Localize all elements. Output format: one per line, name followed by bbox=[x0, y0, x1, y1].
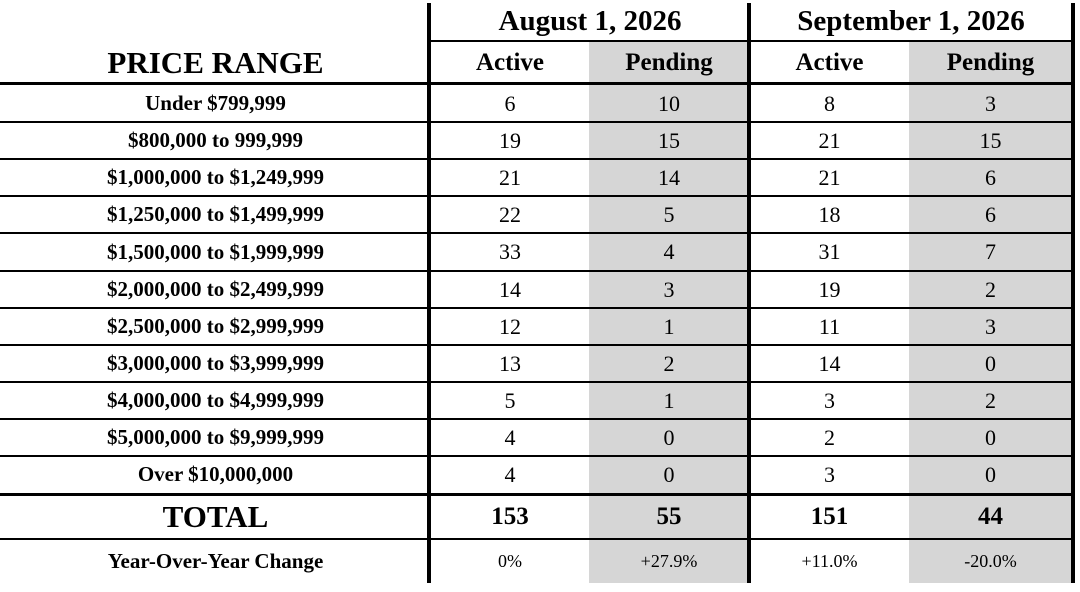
total-label: TOTAL bbox=[162, 499, 269, 534]
aug-pending-value: 3 bbox=[589, 271, 749, 308]
aug-pending-yoy: +27.9% bbox=[589, 540, 749, 583]
sep-active-header: Active bbox=[795, 49, 864, 76]
price-range-row-label: $3,000,000 to $3,999,999 bbox=[107, 351, 324, 375]
sep-active-value: 21 bbox=[818, 164, 841, 190]
row-divider bbox=[0, 344, 1075, 346]
row-divider bbox=[0, 158, 1075, 160]
aug-active-value: 5 bbox=[504, 387, 516, 413]
aug-active-total: 153 bbox=[491, 503, 529, 530]
sep-pending-value: 3 bbox=[909, 85, 1072, 122]
total-rule-bottom bbox=[0, 538, 1075, 540]
sep-active-value: 8 bbox=[824, 90, 835, 116]
aug-active-value: 6 bbox=[504, 90, 516, 116]
price-range-row-label: $2,500,000 to $2,999,999 bbox=[107, 314, 324, 338]
sep-active-value: 18 bbox=[818, 201, 841, 227]
sep-pending-header: Pending bbox=[909, 42, 1072, 84]
sep-pending-value: 6 bbox=[909, 159, 1072, 196]
period-header-august: August 1, 2026 bbox=[498, 4, 682, 37]
sep-active-value: 21 bbox=[818, 127, 841, 153]
sep-pending-total: 44 bbox=[909, 496, 1072, 538]
sep-pending-yoy: -20.0% bbox=[909, 540, 1072, 583]
aug-pending-value: 0 bbox=[589, 419, 749, 456]
sep-pending-value: 15 bbox=[909, 122, 1072, 159]
row-divider bbox=[0, 455, 1075, 457]
aug-pending-value: 14 bbox=[589, 159, 749, 196]
row-divider bbox=[0, 195, 1075, 197]
row-divider bbox=[0, 307, 1075, 309]
aug-active-yoy: 0% bbox=[498, 551, 522, 571]
aug-pending-value: 15 bbox=[589, 122, 749, 159]
sep-pending-value: 0 bbox=[909, 456, 1072, 493]
sep-active-value: 14 bbox=[818, 350, 841, 376]
price-range-row-label: $800,000 to 999,999 bbox=[128, 128, 303, 152]
header-rule-bottom bbox=[0, 82, 1075, 85]
row-divider bbox=[0, 418, 1075, 420]
sep-active-value: 19 bbox=[818, 276, 841, 302]
row-divider bbox=[0, 232, 1075, 234]
price-range-row-label: $2,000,000 to $2,499,999 bbox=[107, 277, 324, 301]
price-range-row-label: $1,250,000 to $1,499,999 bbox=[107, 202, 324, 226]
sep-active-value: 3 bbox=[824, 387, 835, 413]
total-rule-top bbox=[0, 493, 1075, 496]
price-range-row-label: $4,000,000 to $4,999,999 bbox=[107, 388, 324, 412]
row-divider bbox=[0, 381, 1075, 383]
aug-pending-header: Pending bbox=[589, 42, 749, 84]
sep-pending-value: 6 bbox=[909, 196, 1072, 233]
aug-pending-value: 10 bbox=[589, 85, 749, 122]
sep-active-total: 151 bbox=[810, 503, 849, 530]
price-range-row-label: Under $799,999 bbox=[145, 91, 286, 115]
sep-pending-value: 0 bbox=[909, 345, 1072, 382]
aug-pending-value: 0 bbox=[589, 456, 749, 493]
sep-active-yoy: +11.0% bbox=[801, 551, 858, 571]
row-divider bbox=[0, 270, 1075, 272]
sep-active-value: 11 bbox=[818, 313, 841, 339]
aug-active-value: 22 bbox=[499, 201, 521, 227]
row-divider bbox=[0, 121, 1075, 123]
price-range-row-label: $1,500,000 to $1,999,999 bbox=[107, 239, 324, 264]
aug-pending-value: 4 bbox=[589, 233, 749, 271]
header-rule-top bbox=[431, 40, 1075, 42]
sep-active-value: 2 bbox=[824, 424, 835, 450]
aug-pending-value: 5 bbox=[589, 196, 749, 233]
sep-pending-value: 2 bbox=[909, 271, 1072, 308]
price-range-header: PRICE RANGE bbox=[107, 45, 324, 80]
aug-active-value: 21 bbox=[499, 164, 521, 190]
left-border bbox=[427, 3, 431, 583]
aug-active-value: 33 bbox=[499, 239, 521, 264]
price-range-row-label: $5,000,000 to $9,999,999 bbox=[107, 425, 324, 449]
aug-active-value: 13 bbox=[499, 350, 521, 376]
price-range-row-label: $1,000,000 to $1,249,999 bbox=[107, 165, 324, 189]
aug-active-header: Active bbox=[475, 49, 545, 76]
right-border bbox=[1071, 3, 1075, 583]
price-range-row-label: Over $10,000,000 bbox=[137, 462, 294, 486]
aug-active-value: 19 bbox=[499, 127, 521, 153]
aug-active-value: 4 bbox=[504, 461, 516, 487]
sep-pending-value: 0 bbox=[909, 419, 1072, 456]
sep-active-value: 3 bbox=[824, 461, 835, 487]
aug-active-value: 12 bbox=[499, 313, 521, 339]
sep-pending-value: 3 bbox=[909, 308, 1072, 345]
aug-pending-value: 1 bbox=[589, 308, 749, 345]
middle-border bbox=[747, 3, 751, 583]
period-header-september: September 1, 2026 bbox=[797, 4, 1025, 37]
sep-active-value: 31 bbox=[818, 239, 841, 264]
aug-pending-value: 2 bbox=[589, 345, 749, 382]
sep-pending-value: 7 bbox=[909, 233, 1072, 271]
aug-pending-value: 1 bbox=[589, 382, 749, 419]
aug-active-value: 4 bbox=[504, 424, 516, 450]
aug-pending-total: 55 bbox=[589, 496, 749, 538]
aug-active-value: 14 bbox=[499, 276, 521, 302]
yoy-label: Year-Over-Year Change bbox=[107, 549, 324, 573]
sep-pending-value: 2 bbox=[909, 382, 1072, 419]
